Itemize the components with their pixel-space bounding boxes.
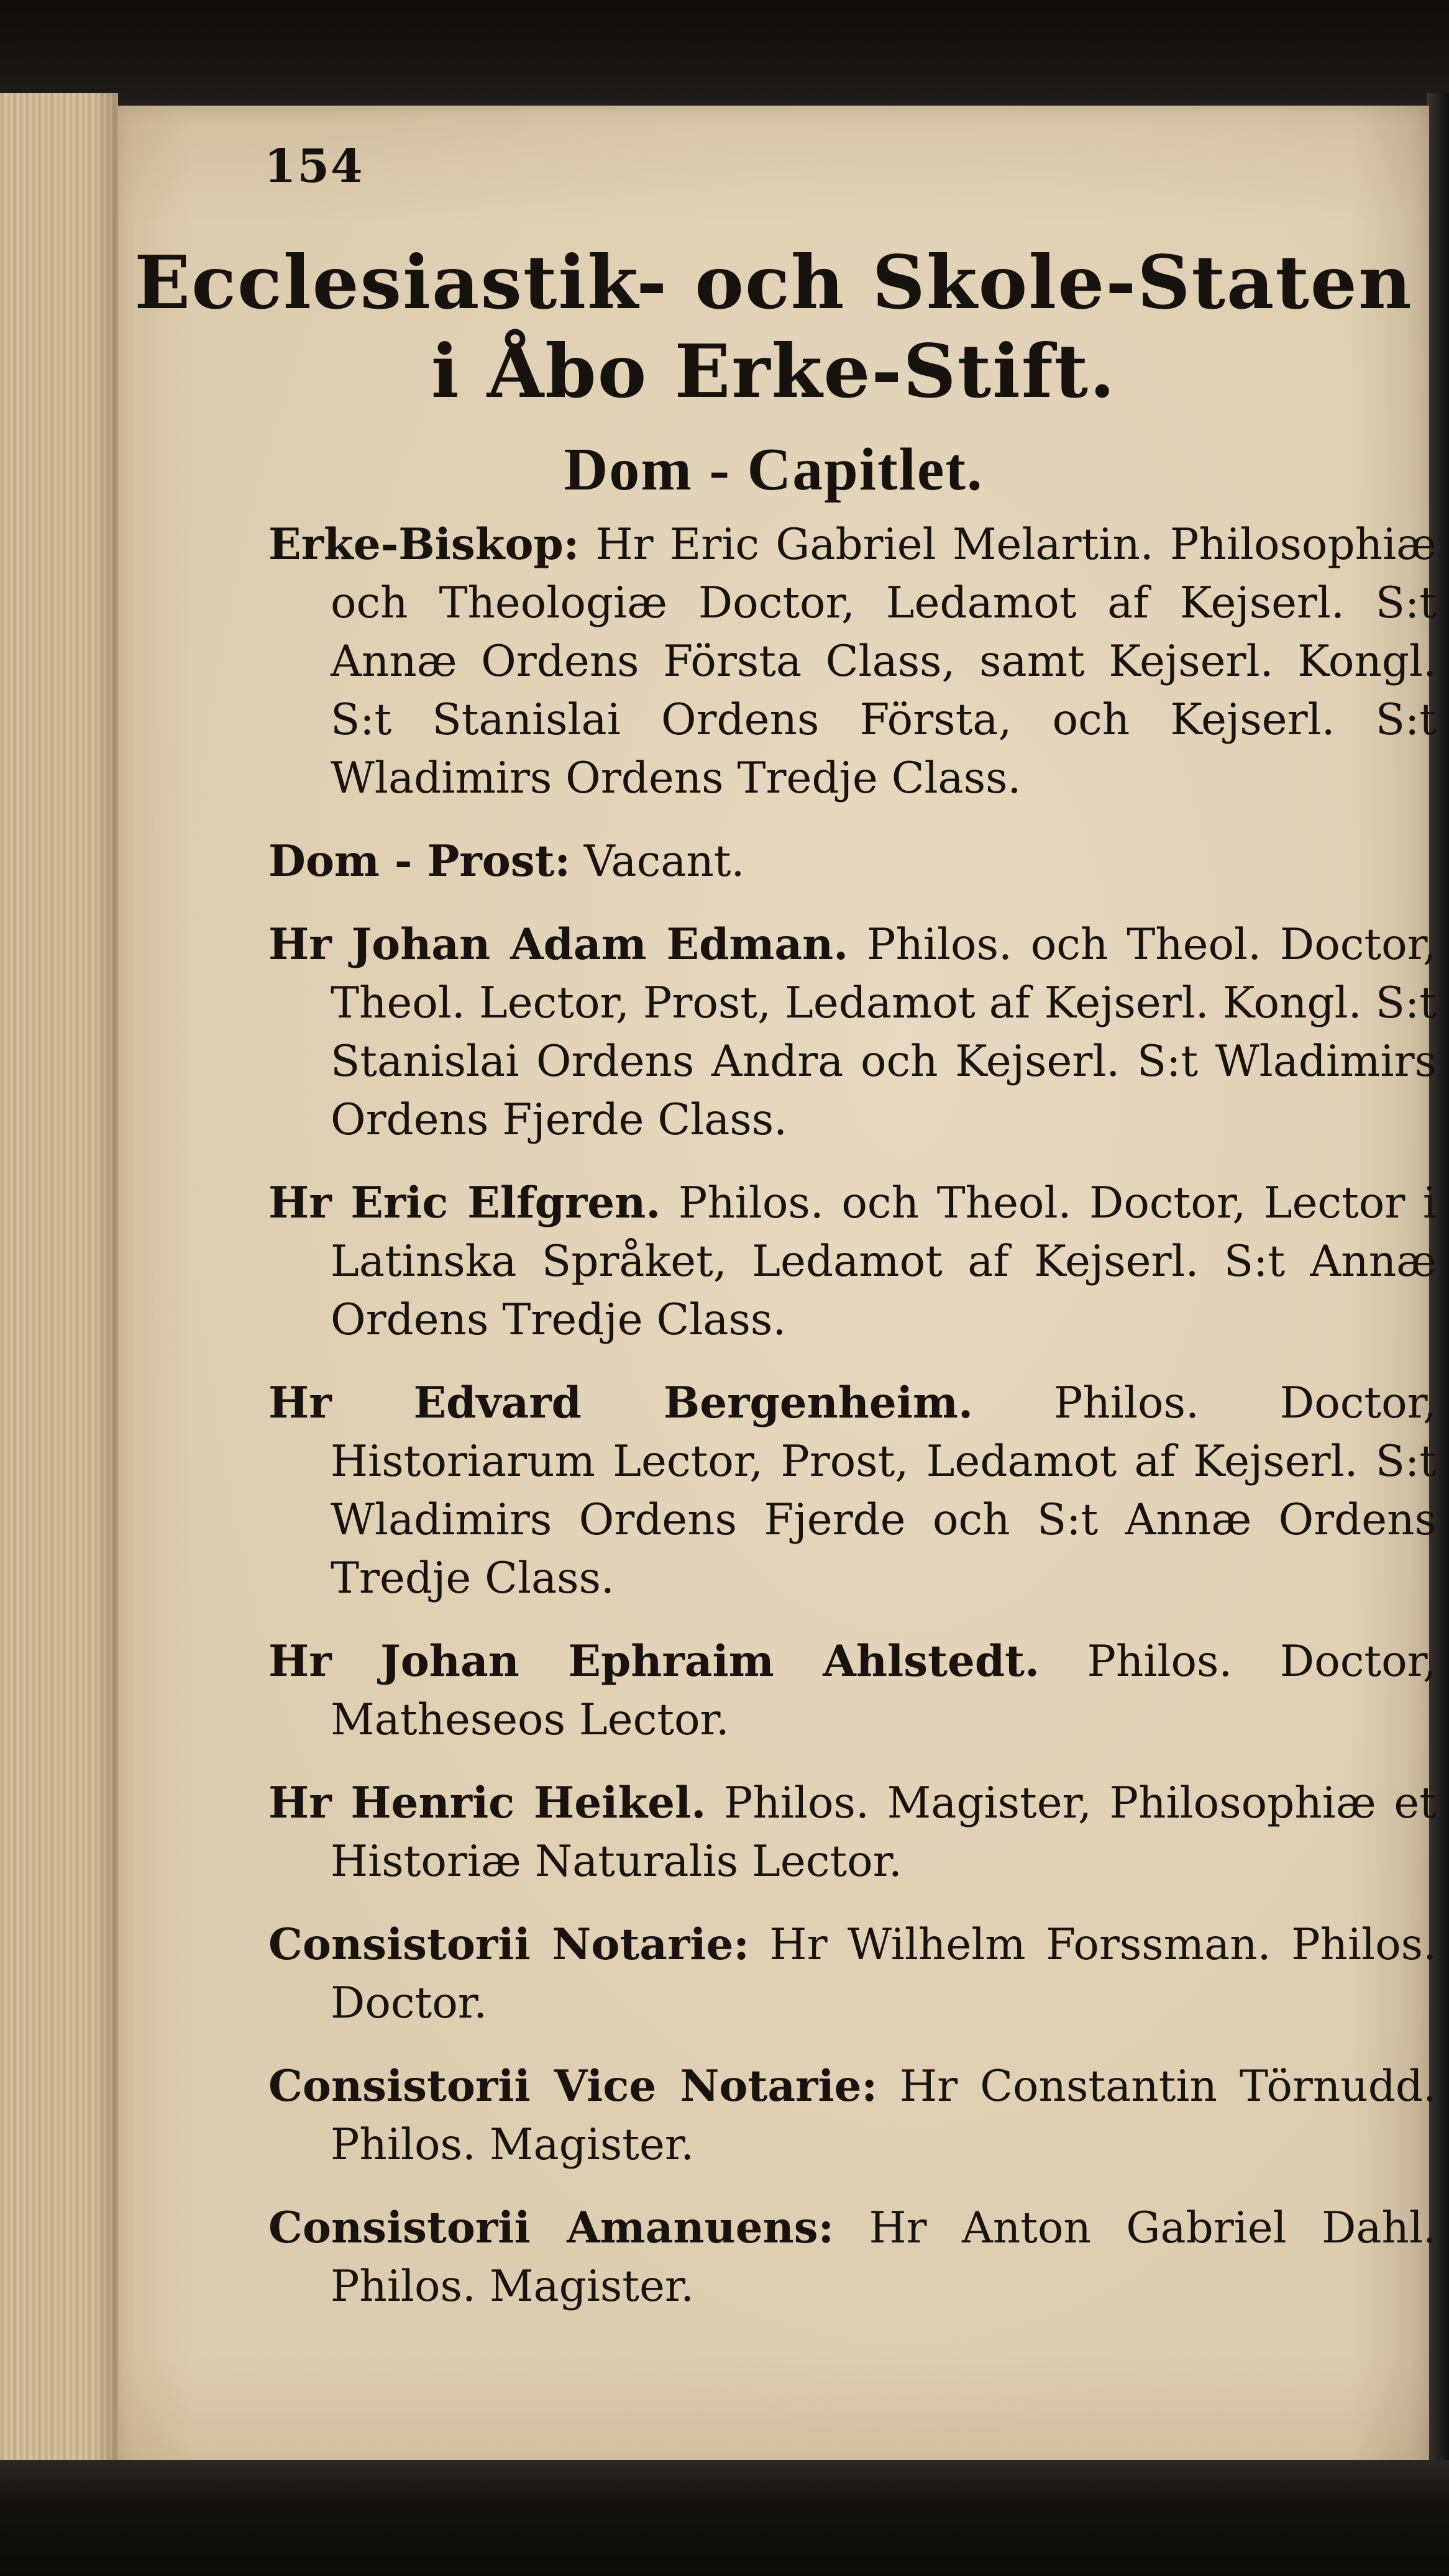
gutter-shadow	[93, 93, 118, 2576]
entry-notarie	[268, 1916, 1437, 2032]
entry-name: Hr Edvard Bergenheim.	[268, 1378, 974, 1428]
entry-text: Hr Constantin Törnudd. Philos. Magister.	[331, 2062, 1437, 2170]
page-title-line-2: i Åbo Erke-Stift.	[431, 328, 1117, 414]
entry-ahlstedt	[268, 1632, 1437, 1749]
entry-name: Hr Johan Adam Edman.	[268, 919, 849, 970]
entry-elfgren	[268, 1174, 1437, 1349]
entry-name: Consistorii Amanuens:	[268, 2203, 834, 2253]
entry-name: Consistorii Notarie:	[268, 1919, 749, 1970]
entry-text: Hr Anton Gabriel Dahl. Philos. Magister.	[331, 2203, 1437, 2311]
entry-heikel	[268, 1774, 1437, 1891]
entry-bergenheim	[268, 1374, 1437, 1608]
entry-list	[268, 516, 1437, 2341]
page-number: 154	[264, 140, 364, 193]
page-title-line-1: Ecclesiastik- och Skole-Staten	[134, 239, 1413, 325]
entry-vice-notarie	[268, 2057, 1437, 2174]
entry-name: Dom - Prost:	[268, 836, 570, 886]
entry-text: Vacant.	[570, 837, 745, 886]
entry-name: Consistorii Vice Notarie:	[268, 2061, 877, 2111]
entry-text: Philos. Doctor, Matheseos Lector.	[331, 1637, 1437, 1745]
entry-text: Hr Eric Gabriel Melartin. Philosophiæ och Theologiæ Doctor, Ledamot af Kejserl. S:t Annæ Ordens Första Class, samt Kejserl. Kongl. S:t Stanislai Ordens Första, och Kejserl. S:t Wladimirs Ordens Tredje Class.	[331, 520, 1437, 803]
section-heading: Dom - Capitlet.	[564, 436, 984, 503]
entry-amanuens	[268, 2199, 1437, 2316]
entry-name: Hr Henric Heikel.	[268, 1778, 706, 1828]
scan-bottom-edge	[0, 2460, 1449, 2576]
entry-text: Hr Wilhelm Forssman. Philos. Doctor.	[331, 1920, 1437, 2028]
entry-name: Erke-Biskop:	[268, 519, 580, 570]
entry-text: Philos. och Theol. Doctor, Theol. Lector, Prost, Ledamot af Kejserl. Kongl. S:t Stanislai Ordens Andra och Kejserl. S:t Wladimirs Ordens Fjerde Class.	[331, 920, 1437, 1145]
entry-text: Philos. och Theol. Doctor, Lector i Latinska Språket, Ledamot af Kejserl. S:t Annæ Ordens Tredje Class.	[331, 1178, 1437, 1345]
entry-name: Hr Eric Elfgren.	[268, 1178, 661, 1228]
entry-text: Philos. Doctor, Historiarum Lector, Prost, Ledamot af Kejserl. S:t Wladimirs Ordens Fjerde och S:t Annæ Ordens Tredje Class.	[331, 1378, 1437, 1603]
entry-name: Hr Johan Ephraim Ahlstedt.	[268, 1636, 1040, 1686]
entry-edman	[268, 916, 1437, 1149]
entry-dom-prost	[268, 832, 1437, 891]
entry-text: Philos. Magister, Philosophiæ et Historiæ Naturalis Lector.	[331, 1778, 1437, 1886]
entry-erke-biskop	[268, 516, 1437, 808]
